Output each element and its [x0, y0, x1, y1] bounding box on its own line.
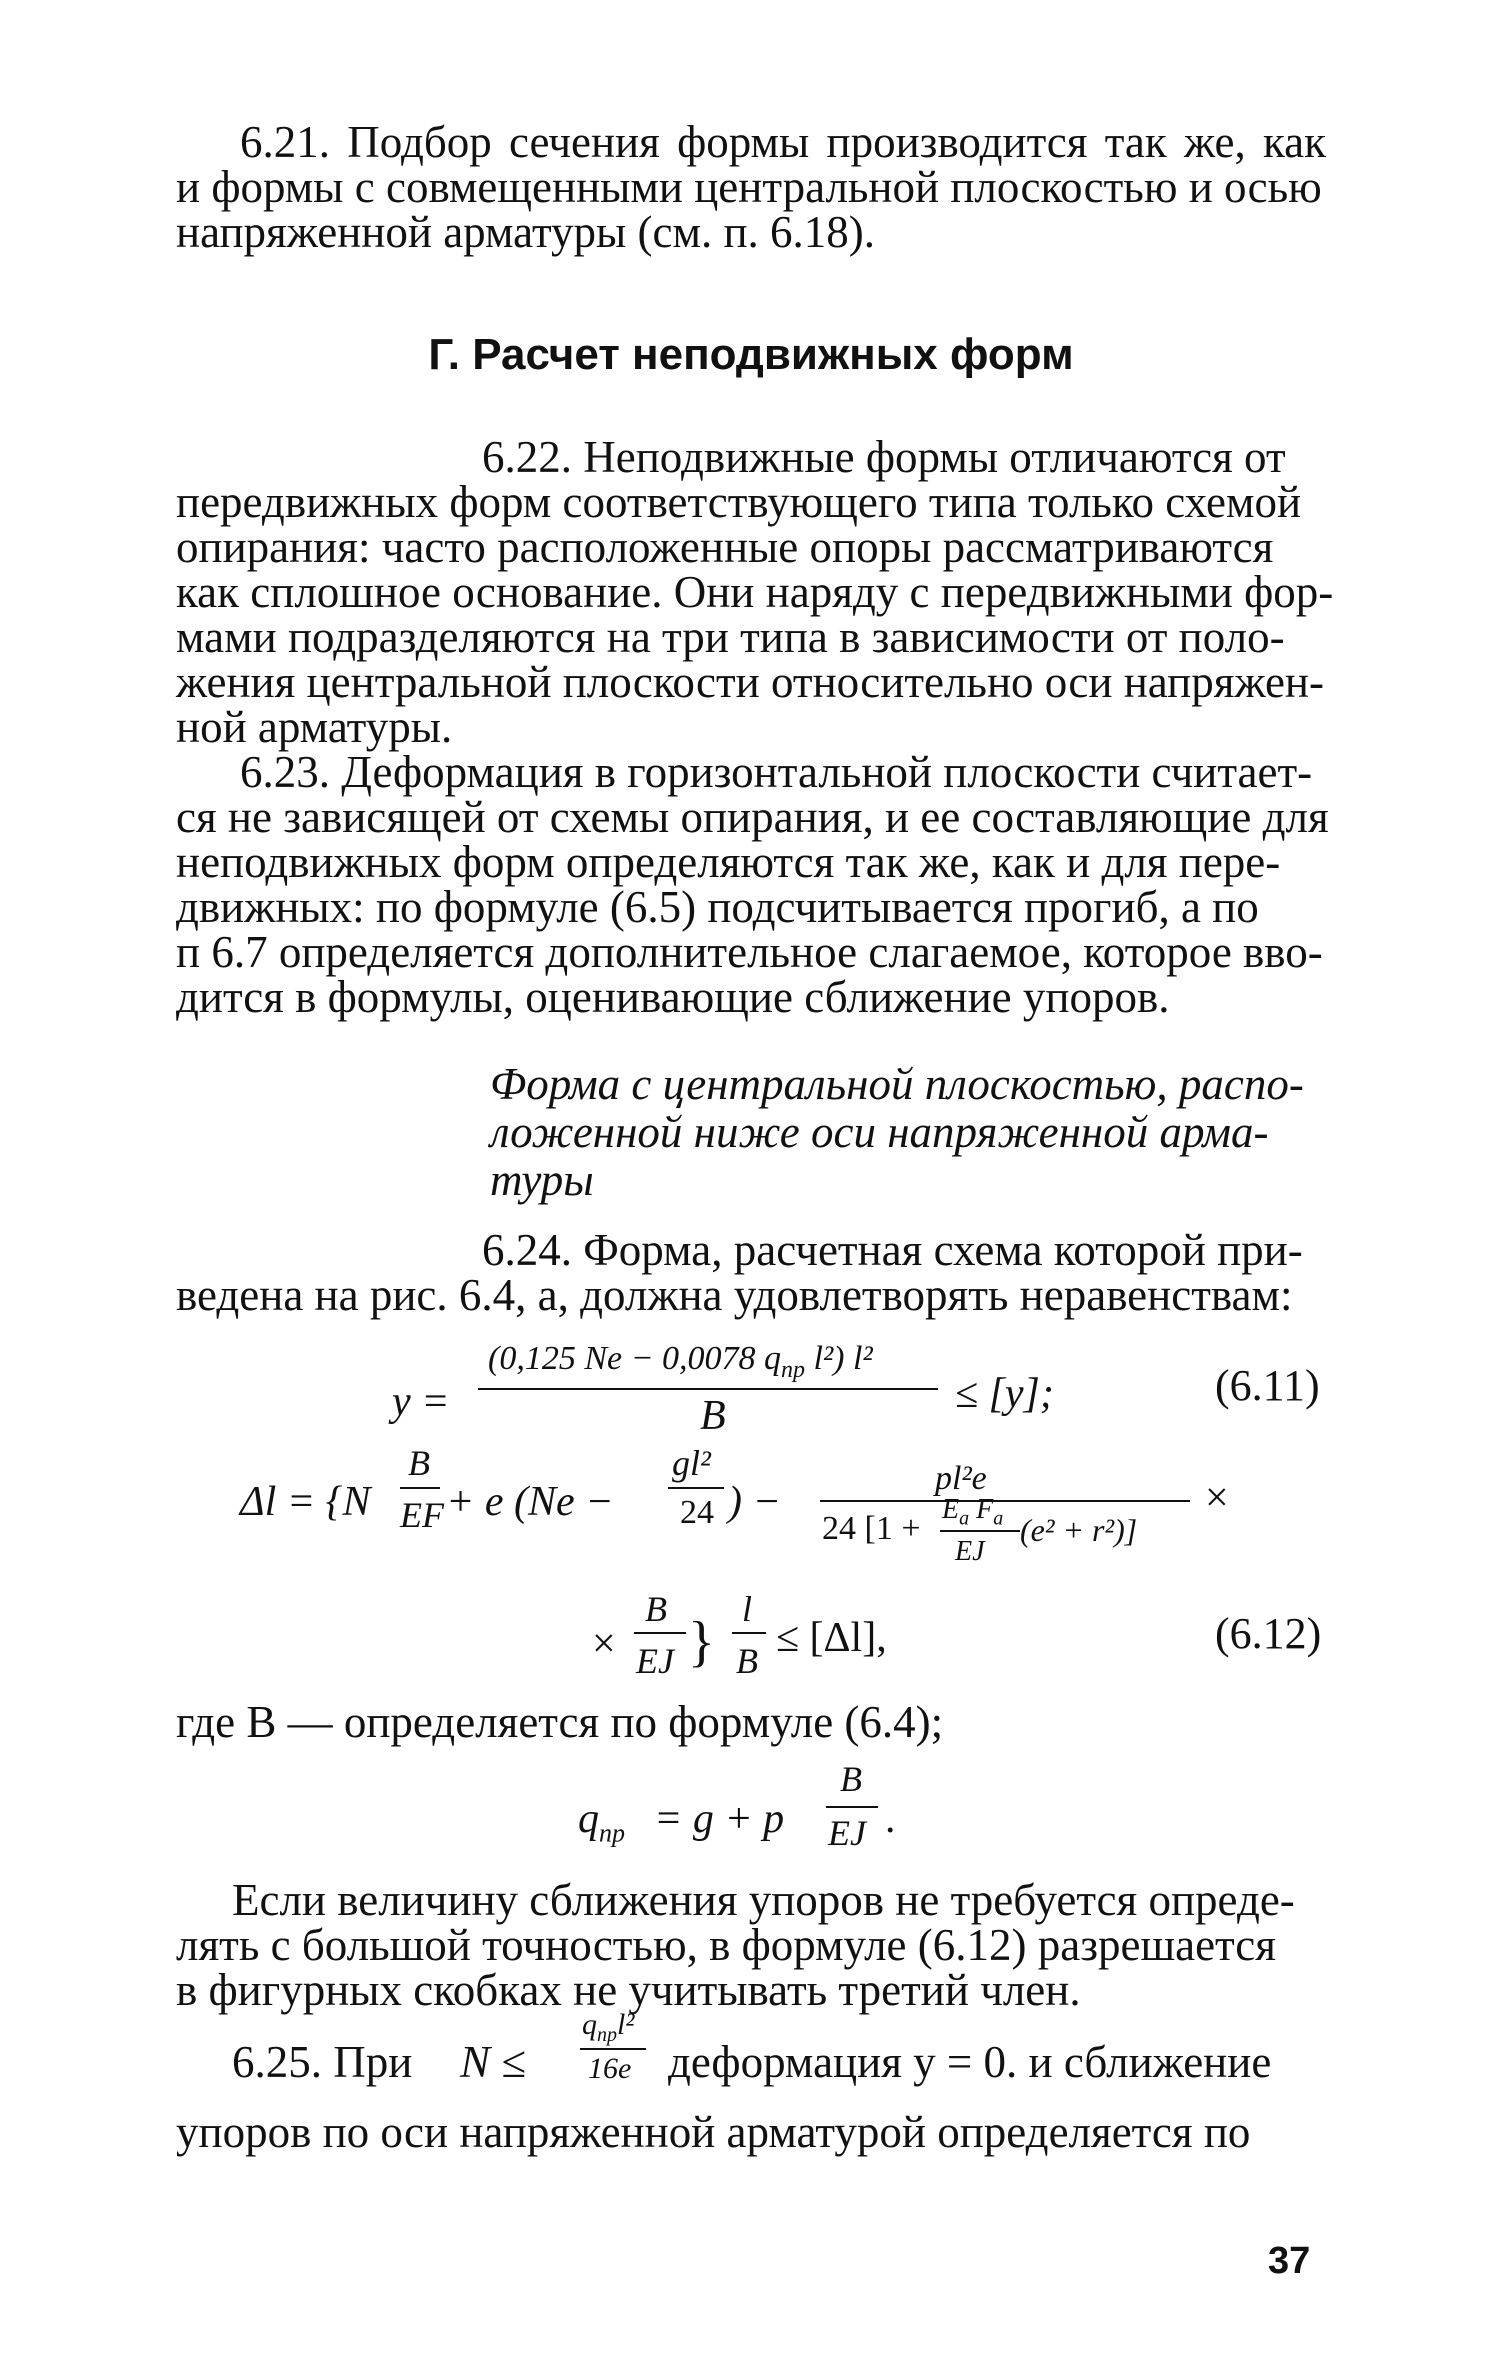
fraction-bar — [580, 2048, 646, 2050]
text-run: деформация y = 0. и сближение — [668, 2037, 1272, 2087]
text-line: лять с большой точностью, в формуле (6.12) разрешается — [176, 1920, 1276, 1970]
text-line: ной арматуры. — [176, 702, 453, 752]
fraction-bar — [478, 1388, 938, 1390]
formula-numerator: (0,125 Ne − 0,0078 $q_{пр}$ l²) l² — [488, 1340, 873, 1383]
where-line — [176, 1697, 1326, 1747]
text-line: как сплошное основание. Они наряду с передвижными фор- — [176, 567, 1334, 617]
fraction-bar — [940, 1530, 1020, 1532]
fraction-denom: EF — [400, 1495, 444, 1535]
formula-rhs: ≤ [y]; — [955, 1371, 1054, 1417]
text-line: жения центральной плоскости относительно оси напряжен- — [176, 657, 1324, 707]
fraction-numer: B — [645, 1589, 667, 1629]
equation-number: (6.11) — [1215, 1361, 1320, 1410]
paragraph-6-22 — [176, 432, 1334, 752]
text-line: передвижных форм соответствующего типа только схемой — [176, 477, 1302, 527]
fraction-denom: 16e — [588, 2052, 632, 2085]
fraction-denom: 24 [1 + — [822, 1510, 921, 1547]
fraction-sub-denom: EJ — [955, 1536, 985, 1567]
fraction-denom: B — [736, 1641, 758, 1681]
fraction-denom: EJ — [636, 1641, 674, 1681]
fraction-bar — [634, 1632, 686, 1634]
formula-dot: . — [886, 1796, 897, 1842]
text-line: движных: по формуле (6.5) подсчитывается прогиб, а по — [176, 882, 1259, 932]
text-line: неподвижных форм определяются так же, как и для пере- — [176, 837, 1281, 887]
text-line: в фигурных скобках не учитывать третий член. — [176, 1965, 1081, 2015]
formula-denominator: B — [700, 1393, 726, 1439]
page-number: 37 — [1268, 2240, 1311, 2282]
fraction-numer: l — [742, 1589, 753, 1629]
paragraph-6-24 — [176, 1225, 1326, 1320]
fraction-sub-numer: $E_a$ $F_a$ — [942, 1494, 1004, 1530]
text-line: мами подразделяются на три типа в зависимости от поло- — [176, 612, 1285, 662]
text-line: Форма с центральной плоскостью, распо- — [490, 1059, 1304, 1109]
formula-lhs: y = — [392, 1379, 450, 1425]
section-heading: Г. Расчет неподвижных форм — [428, 330, 1074, 379]
fraction-numer: B — [408, 1443, 430, 1483]
text-line: п 6.7 определяется дополнительное слагаемое, которое вво- — [176, 927, 1323, 977]
formula-term: ) − — [728, 1479, 781, 1525]
fraction-numer: B — [840, 1759, 862, 1799]
formula-rhs: ≤ [Δl], — [776, 1615, 887, 1661]
paragraph-6-23 — [176, 747, 1329, 1022]
formula-term: + e (Ne − — [446, 1479, 614, 1525]
formula-lhs: $q_{пр}$ — [578, 1796, 625, 1848]
times-sign: × — [1205, 1475, 1229, 1521]
text-line: 6.22. Неподвижные формы отличаются от — [482, 432, 1286, 482]
text-line: опирания: часто расположенные опоры рассматриваются — [176, 522, 1274, 572]
text-line: ведена на рис. 6.4, а, должна удовлетворять неравенствам: — [176, 1270, 1293, 1320]
fraction-numer: $q_{пр}l^2$ — [582, 2008, 635, 2046]
fraction-denom: 24 — [680, 1494, 714, 1531]
text-run: 6.25. При — [232, 2037, 413, 2087]
text-line: 6.24. Форма, расчетная схема которой при- — [482, 1225, 1303, 1275]
formula-term: N ≤ — [460, 2037, 526, 2087]
text-line: туры — [490, 1155, 594, 1205]
text-line: 6.21. Подбор сечения формы производится так же, как — [240, 117, 1326, 167]
paragraph-precision — [176, 1875, 1326, 2015]
equation-number: (6.12) — [1215, 1609, 1322, 1658]
text-line: дится в формулы, оценивающие сближение упоров. — [176, 972, 1170, 1022]
text-line: ложенной ниже оси напряженной арма- — [490, 1107, 1269, 1157]
fraction-bar — [400, 1487, 440, 1489]
formula-term: (e² + r²)] — [1020, 1512, 1138, 1548]
text-line: Если величину сближения упоров не требуется опреде- — [232, 1875, 1295, 1925]
fraction-bar — [826, 1806, 878, 1808]
text-line: 6.23. Деформация в горизонтальной плоскости считает- — [240, 747, 1313, 797]
italic-subheading — [490, 1060, 1330, 1204]
text-line: упоров по оси напряженной арматурой определяется по — [176, 2107, 1251, 2157]
fraction-numer: gl² — [672, 1443, 711, 1483]
fraction-denom: EJ — [828, 1813, 866, 1853]
fraction-numer: pl²e — [935, 1460, 987, 1497]
formula-rhs: = g + p — [654, 1796, 785, 1842]
times-sign: × — [592, 1621, 616, 1667]
text-line: где B — определяется по формуле (6.4); — [176, 1697, 944, 1747]
paragraph-6-25-cont — [176, 2107, 1326, 2157]
brace: } — [688, 1611, 715, 1673]
text-line: ся не зависящей от схемы опирания, и ее составляющие для — [176, 792, 1329, 842]
text-line: напряженной арматуры (см. п. 6.18). — [176, 207, 876, 257]
fraction-bar — [820, 1500, 1190, 1502]
paragraph-6-21 — [176, 117, 1326, 257]
fraction-bar — [732, 1632, 766, 1634]
formula-lhs: Δl = {N — [240, 1479, 371, 1525]
fraction-bar — [668, 1487, 724, 1489]
text-line: и формы с совмещенными центральной плоскостью и осью — [176, 162, 1322, 212]
